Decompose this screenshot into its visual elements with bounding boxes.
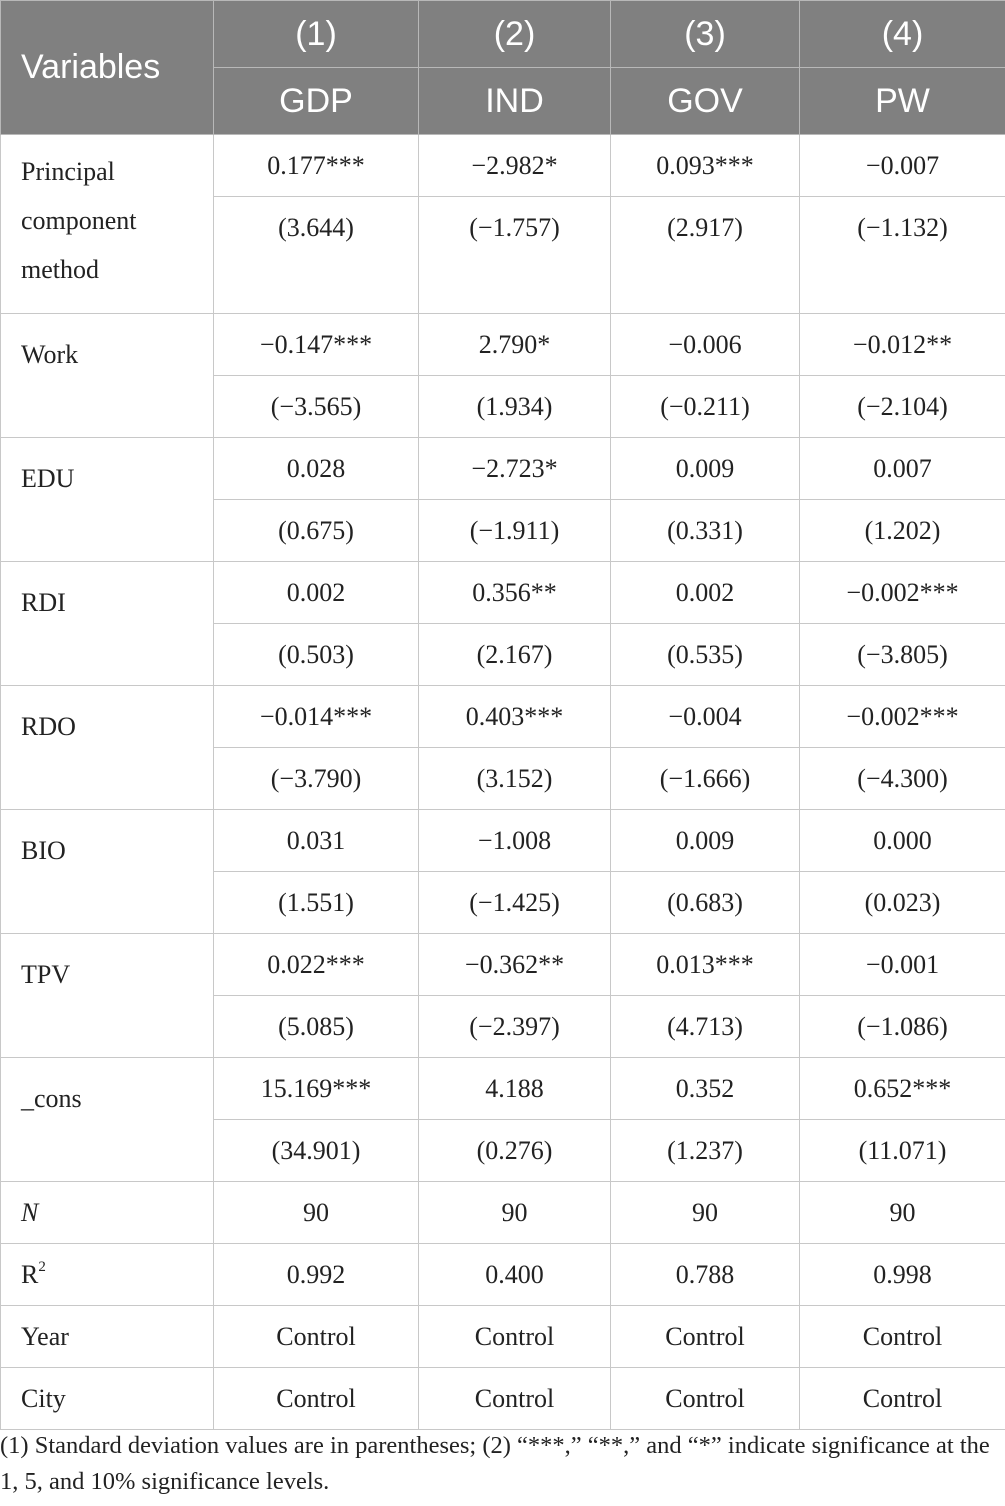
- column-number-header: (1): [214, 1, 419, 68]
- stat-cell: (1.934): [419, 376, 611, 438]
- stat-cell: (−1.911): [419, 500, 611, 562]
- stat-cell: (−1.425): [419, 872, 611, 934]
- coef-cell: −0.004: [611, 686, 800, 748]
- coef-cell: 0.177***: [214, 135, 419, 197]
- stat-cell: (0.023): [800, 872, 1005, 934]
- coef-cell: 0.352: [611, 1058, 800, 1120]
- row-label: Work: [1, 314, 214, 438]
- summary-row: [1, 1182, 1005, 1244]
- stat-cell: (−3.565): [214, 376, 419, 438]
- coef-cell: −1.008: [419, 810, 611, 872]
- row-label: TPV: [1, 934, 214, 1058]
- coef-row: [1, 810, 1005, 872]
- stat-cell: (−0.211): [611, 376, 800, 438]
- summary-cell: 0.788: [611, 1244, 800, 1306]
- coef-row: [1, 1058, 1005, 1120]
- column-number-header: (4): [800, 1, 1005, 68]
- stat-cell: (34.901): [214, 1120, 419, 1182]
- summary-cell: 90: [214, 1182, 419, 1244]
- column-name-header: GOV: [611, 68, 800, 135]
- column-number-header: (3): [611, 1, 800, 68]
- summary-cell: Control: [800, 1306, 1005, 1368]
- row-label: [1, 1244, 214, 1306]
- summary-cell: Control: [214, 1368, 419, 1430]
- stat-cell: (−2.397): [419, 996, 611, 1058]
- stat-cell: (2.167): [419, 624, 611, 686]
- stat-cell: (−3.790): [214, 748, 419, 810]
- coef-row: [1, 135, 1005, 197]
- coef-cell: 0.403***: [419, 686, 611, 748]
- summary-cell: 90: [419, 1182, 611, 1244]
- coef-cell: −0.012**: [800, 314, 1005, 376]
- coef-cell: −0.007: [800, 135, 1005, 197]
- coef-cell: 0.028: [214, 438, 419, 500]
- column-name-header: GDP: [214, 68, 419, 135]
- stat-cell: (2.917): [611, 197, 800, 314]
- row-label: RDO: [1, 686, 214, 810]
- coef-cell: −0.002***: [800, 686, 1005, 748]
- row-label: City: [1, 1368, 214, 1430]
- stat-cell: (−1.086): [800, 996, 1005, 1058]
- summary-cell: 0.992: [214, 1244, 419, 1306]
- row-label: Year: [1, 1306, 214, 1368]
- row-label: N: [1, 1182, 214, 1244]
- stat-cell: (−2.104): [800, 376, 1005, 438]
- stat-cell: (1.237): [611, 1120, 800, 1182]
- coef-row: [1, 438, 1005, 500]
- stat-cell: (0.683): [611, 872, 800, 934]
- coef-cell: −0.147***: [214, 314, 419, 376]
- r-squared-label: R: [21, 1259, 39, 1289]
- table-header: [1, 1, 1005, 135]
- row-label: _cons: [1, 1058, 214, 1182]
- stat-cell: (−1.132): [800, 197, 1005, 314]
- summary-cell: Control: [419, 1306, 611, 1368]
- coef-cell: 0.013***: [611, 934, 800, 996]
- stat-cell: (3.644): [214, 197, 419, 314]
- summary-cell: 0.400: [419, 1244, 611, 1306]
- coef-cell: 2.790*: [419, 314, 611, 376]
- coef-cell: 0.009: [611, 810, 800, 872]
- coef-cell: 0.031: [214, 810, 419, 872]
- row-label: Principal component method: [1, 135, 214, 314]
- table-footnote: (1) Standard deviation values are in parentheses; (2) “***,” “**,” and “*” indicate significance at the 1, 5, and 10% significance levels.: [0, 1432, 990, 1495]
- coef-cell: 0.009: [611, 438, 800, 500]
- header-row-numbers: [1, 1, 1005, 68]
- coef-cell: −0.002***: [800, 562, 1005, 624]
- table-body: [1, 135, 1005, 1430]
- coef-cell: 4.188: [419, 1058, 611, 1120]
- coef-row: [1, 934, 1005, 996]
- coef-cell: 0.007: [800, 438, 1005, 500]
- summary-cell: 90: [611, 1182, 800, 1244]
- coef-cell: 15.169***: [214, 1058, 419, 1120]
- summary-cell: 90: [800, 1182, 1005, 1244]
- column-name-header: IND: [419, 68, 611, 135]
- coef-cell: 0.093***: [611, 135, 800, 197]
- stat-cell: (0.535): [611, 624, 800, 686]
- row-label: EDU: [1, 438, 214, 562]
- coef-cell: 0.000: [800, 810, 1005, 872]
- column-number-header: (2): [419, 1, 611, 68]
- summary-row: [1, 1306, 1005, 1368]
- stat-cell: (3.152): [419, 748, 611, 810]
- coef-cell: −0.362**: [419, 934, 611, 996]
- stat-cell: (5.085): [214, 996, 419, 1058]
- coef-cell: −2.723*: [419, 438, 611, 500]
- stat-cell: (11.071): [800, 1120, 1005, 1182]
- coef-cell: 0.002: [611, 562, 800, 624]
- stat-cell: (−1.666): [611, 748, 800, 810]
- coef-cell: 0.356**: [419, 562, 611, 624]
- row-label: RDI: [1, 562, 214, 686]
- coef-row: [1, 686, 1005, 748]
- stat-cell: (0.675): [214, 500, 419, 562]
- superscript-two: 2: [38, 1259, 46, 1276]
- stat-cell: (−3.805): [800, 624, 1005, 686]
- summary-row: [1, 1244, 1005, 1306]
- coef-cell: 0.022***: [214, 934, 419, 996]
- coef-cell: −0.014***: [214, 686, 419, 748]
- coef-cell: −0.006: [611, 314, 800, 376]
- variables-header: Variables: [1, 1, 214, 135]
- row-label: BIO: [1, 810, 214, 934]
- stat-cell: (0.503): [214, 624, 419, 686]
- stat-cell: (0.276): [419, 1120, 611, 1182]
- coef-row: [1, 314, 1005, 376]
- coef-cell: −2.982*: [419, 135, 611, 197]
- summary-cell: Control: [419, 1368, 611, 1430]
- stat-cell: (1.202): [800, 500, 1005, 562]
- column-name-header: PW: [800, 68, 1005, 135]
- summary-row: [1, 1368, 1005, 1430]
- summary-cell: Control: [214, 1306, 419, 1368]
- stat-cell: (−4.300): [800, 748, 1005, 810]
- stat-cell: (4.713): [611, 996, 800, 1058]
- summary-cell: Control: [611, 1368, 800, 1430]
- summary-cell: Control: [611, 1306, 800, 1368]
- coef-cell: 0.652***: [800, 1058, 1005, 1120]
- coef-cell: 0.002: [214, 562, 419, 624]
- stat-cell: (1.551): [214, 872, 419, 934]
- summary-cell: Control: [800, 1368, 1005, 1430]
- coef-row: [1, 562, 1005, 624]
- stat-cell: (0.331): [611, 500, 800, 562]
- coef-cell: −0.001: [800, 934, 1005, 996]
- stat-cell: (−1.757): [419, 197, 611, 314]
- summary-cell: 0.998: [800, 1244, 1005, 1306]
